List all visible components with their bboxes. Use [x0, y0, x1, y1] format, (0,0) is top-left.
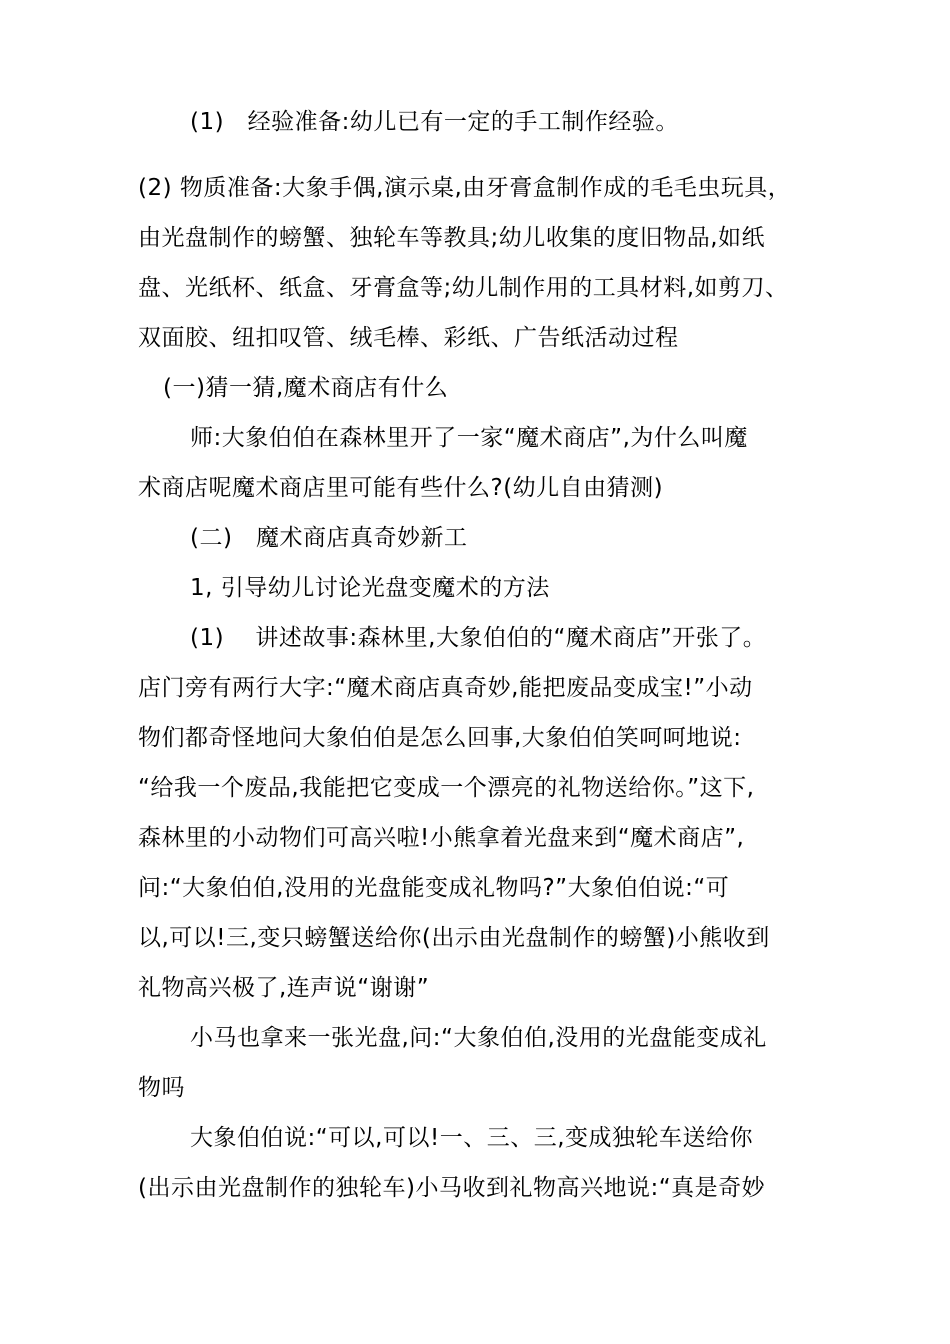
text-line: 术商店呢魔术商店里可能有些什么?(幼儿自由猜测) [138, 475, 664, 501]
text-line: “给我一个废品,我能把它变成一个漂亮的礼物送给你。”这下, [138, 775, 755, 801]
text-line: 双面胶、纽扣叹管、绒毛棒、彩纸、广告纸活动过程 [138, 325, 679, 351]
text-line: 问:“大象伯伯,没用的光盘能变成礼物吗?”大象伯伯说:“可 [138, 875, 730, 901]
text-line: (1) 讲述故事:森林里,大象伯伯的“魔术商店”开张了。 [190, 625, 767, 651]
text-line: 由光盘制作的螃蟹、独轮车等教具;幼儿收集的度旧物品,如纸 [138, 225, 766, 251]
text-line: 森林里的小动物们可高兴啦!小熊拿着光盘来到“魔术商店”, [138, 825, 745, 851]
text-line: (1) 经验准备:幼儿已有一定的手工制作经验。 [190, 109, 679, 135]
text-line: 盘、光纸杯、纸盒、牙膏盒等;幼儿制作用的工具材料,如剪刀、 [138, 275, 789, 301]
text-line: 大象伯伯说:“可以,可以!一、三、三,变成独轮车送给你 [190, 1125, 754, 1151]
text-line: 1, 引导幼儿讨论光盘变魔术的方法 [190, 575, 550, 601]
text-line: 小马也拿来一张光盘,问:“大象伯伯,没用的光盘能变成礼 [190, 1025, 767, 1051]
text-line: 以,可以!三,变只螃蟹送给你(出示由光盘制作的螃蟹)小熊收到 [138, 925, 770, 951]
text-line: 师:大象伯伯在森林里开了一家“魔术商店”,为什么叫魔 [190, 425, 748, 451]
section-heading: (二) 魔术商店真奇妙新工 [190, 525, 468, 551]
text-line: 店门旁有两行大字:“魔术商店真奇妙,能把废品变成宝!”小动 [138, 675, 753, 701]
section-heading: (一)猜一猜,魔术商店有什么 [163, 375, 449, 401]
text-line: 礼物高兴极了,连声说“谢谢” [138, 975, 430, 1001]
text-line: (出示由光盘制作的独轮车)小马收到礼物高兴地说:“真是奇妙 [138, 1175, 766, 1201]
text-line: (2) 物质准备:大象手偶,演示桌,由牙膏盒制作成的毛毛虫玩具， [138, 175, 792, 201]
text-line: 物吗 [138, 1075, 185, 1101]
text-line: 物们都奇怪地问大象伯伯是怎么回事,大象伯伯笑呵呵地说: [138, 725, 742, 751]
